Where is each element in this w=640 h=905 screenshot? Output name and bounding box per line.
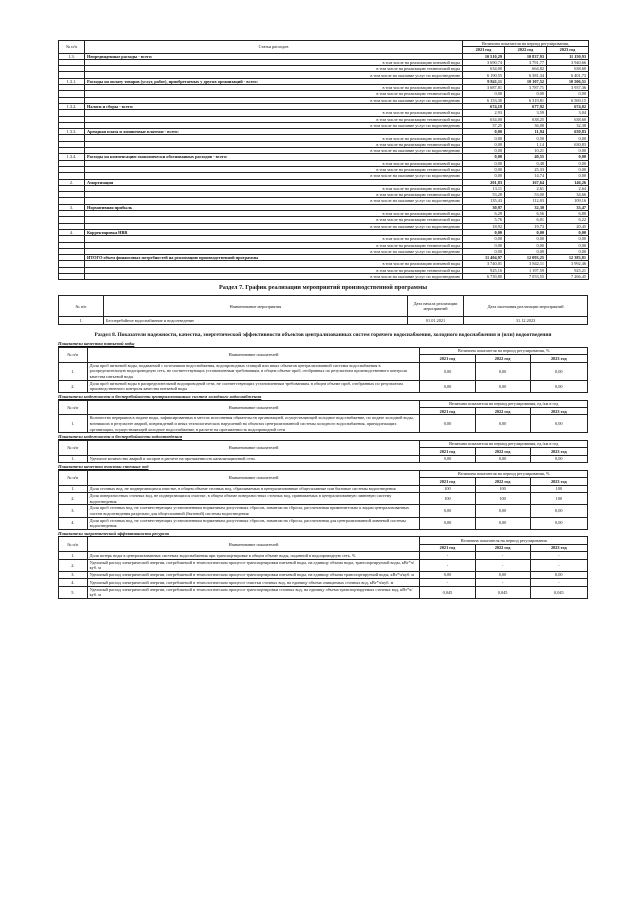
- row-label: Количество перерывов в подаче воды, зафиксированных в местах исполнения обязательств организацией, осуществляющей холодное водоснабжение, по подаче холодной воды, возникших в результате аварий, повреждений и иных технологических нарушений на объектах централизованной системы холодного водоснабжения, принадлежащих организации, осуществляющей холодное водоснабжение, в расчете на протяженность водопроводной сети: [87, 415, 420, 433]
- value-2023: 7 266,45: [547, 273, 589, 279]
- row-label: Корректировка НВВ: [85, 229, 463, 235]
- col-header-name: Наименование показателей: [87, 400, 420, 415]
- block-subtitle: Показатели надежности и бесперебойности водоотведения: [58, 434, 183, 440]
- value-2021: 3 740,01: [463, 261, 505, 267]
- block-subtitle: Показатели качества очистки сточных вод: [58, 464, 149, 470]
- value-2021: 18,92: [463, 223, 505, 229]
- value-2021: 5,76: [463, 217, 505, 223]
- value-2022: 25,33: [505, 166, 547, 172]
- table-row: [59, 571, 588, 578]
- row-number: 4.: [59, 579, 88, 586]
- row-label: в том числе на реализацию технической воды: [85, 141, 463, 147]
- value-2023: 34,66: [547, 192, 589, 198]
- value-2022: 0,50: [505, 135, 547, 141]
- value-2022: 638,25: [505, 116, 547, 122]
- value-2023: 6,22: [547, 217, 589, 223]
- value-2021: -: [420, 579, 475, 586]
- col-header-period: Величина показателя на период регулирования, ед./км в год: [420, 440, 588, 447]
- col-header-name: Наименование показателей: [87, 348, 420, 363]
- col-header-num: № п/п: [59, 440, 88, 455]
- value-2023: 109,16: [547, 198, 589, 204]
- schedule-header-end: Дата окончания реализации мероприятий: [464, 296, 588, 317]
- value-2022: 0,00: [475, 455, 530, 462]
- value-2022: 7 053,55: [505, 273, 547, 279]
- value-2021: 3 690,74: [463, 59, 505, 65]
- row-label: Удельный расход электрической энергии, потребляемой в технологическом процессе транспортировки питьевой воды, на единицу объема транспортируемой воды, кВт*ч/куб. м: [87, 571, 420, 578]
- value-2022: 6 381,34: [505, 72, 547, 78]
- value-2022: 664,82: [505, 66, 547, 72]
- row-label: Доля проб питьевой воды в распределительной водопроводной сети, не соответствующих установленным требованиям, в общем объеме проб, отобранных по результатам производственного контроля качества питьевой воды: [87, 380, 420, 392]
- value-2023: 0,00: [530, 415, 587, 433]
- row-label: в том числе на реализацию технической воды: [85, 267, 463, 273]
- row-label: в том числе на реализацию питьевой воды: [85, 59, 463, 65]
- table-row: [59, 505, 588, 517]
- row-number: 2.: [59, 559, 88, 571]
- col-header-2022: 2022 год: [475, 448, 530, 455]
- row-number: 3.: [59, 204, 85, 210]
- indicators-table: [58, 440, 588, 463]
- value-2023: 0,00: [547, 248, 589, 254]
- value-2022: 10 107,52: [505, 78, 547, 84]
- value-2021: 0,00: [463, 91, 505, 97]
- row-label: ИТОГО объем финансовых потребностей на реализацию производственной программы: [85, 255, 463, 261]
- row-label: в том числе на реализацию технической воды: [85, 242, 463, 248]
- value-2023: 20,45: [547, 223, 589, 229]
- schedule-header-name: Наименование мероприятия: [104, 296, 408, 317]
- value-2023: 10 506,51: [547, 78, 589, 84]
- row-label: Нормативная прибыль: [85, 204, 463, 210]
- value-2023: 0,00: [547, 148, 589, 154]
- table-row: [59, 362, 588, 380]
- value-2022: 19,73: [505, 223, 547, 229]
- value-2022: 14,74: [505, 173, 547, 179]
- row-label: Налоги и сборы - всего:: [85, 103, 463, 109]
- value-2021: 10 510,29: [463, 53, 505, 59]
- value-2023: 0,00: [530, 380, 587, 392]
- row-label: Доля проб сточных вод, не соответствующих установленным нормативам допустимых сбросов, лимитам на сбросы, рассчитанная применительно к видам централизованных систем водоотведения раздельно для общесплавной (бытовой) системы водоотведения: [87, 505, 420, 517]
- value-2023: 0,00: [530, 362, 587, 380]
- value-2021: 6 190,55: [463, 72, 505, 78]
- row-label: Доля сточных вод, не подвергающихся очистке, в общем объеме сточных вод, сбрасываемых в централизованные общесплавные или бытовые системы водоотведения: [87, 485, 420, 492]
- col-header-num: № п/п: [59, 470, 88, 485]
- row-number: 2.: [59, 380, 88, 392]
- value-2023: 3 992,46: [547, 261, 589, 267]
- row-label: в том числе на реализацию технической воды: [85, 116, 463, 122]
- value-2021: 30,97: [463, 204, 505, 210]
- schedule-row-name: Бесперебойное водоснабжение и водоотведение: [104, 317, 408, 325]
- value-2023: 0,00: [547, 91, 589, 97]
- col-header-period: Величина показателя на период регулирования, %: [420, 470, 588, 477]
- value-2022: 0,00: [475, 517, 530, 529]
- col-header-name: Наименование показателей: [87, 440, 420, 455]
- table-row: [59, 559, 588, 571]
- value-2021: 6 153,30: [463, 97, 505, 103]
- value-2021: 0,00: [420, 505, 475, 517]
- table-row: [59, 485, 588, 492]
- value-2021: 13,11: [463, 185, 505, 191]
- row-number: 1.: [59, 485, 88, 492]
- value-2023: 0,00: [547, 229, 589, 235]
- value-2022: 12 093,25: [505, 255, 547, 261]
- row-number: 1.: [59, 415, 88, 433]
- table-row: [59, 493, 588, 505]
- value-2023: 3,04: [547, 110, 589, 116]
- table-row: [59, 552, 588, 559]
- indicators-table: [58, 347, 588, 393]
- row-number: 2.: [59, 179, 85, 185]
- col-header-2023: 2023 год: [530, 544, 587, 551]
- indicators-table: [58, 536, 588, 598]
- value-2021: 0,00: [420, 415, 475, 433]
- value-2022: 53,00: [505, 192, 547, 198]
- value-2021: 0,00: [420, 362, 475, 380]
- col-header-2021: 2021 год: [420, 448, 475, 455]
- value-2021: 925,16: [463, 267, 505, 273]
- value-2022: 1 197,59: [505, 267, 547, 273]
- col-header-2021: 2021 год: [420, 544, 475, 551]
- value-2022: 3 787,71: [505, 85, 547, 91]
- value-2021: -: [420, 552, 475, 559]
- value-2021: 0,00: [463, 236, 505, 242]
- row-label: в том числе на оказание услуг по водоотведению: [85, 248, 463, 254]
- value-2022: 1,14: [505, 141, 547, 147]
- value-2021: 0,00: [463, 248, 505, 254]
- value-2023: 12 383,81: [547, 255, 589, 261]
- value-2021: 0,00: [420, 455, 475, 462]
- value-2022: 0,00: [505, 229, 547, 235]
- row-number: 1.3.: [59, 53, 85, 59]
- row-label: Амортизация: [85, 179, 463, 185]
- value-2022: 100: [475, 485, 530, 492]
- value-2021: 0,00: [463, 148, 505, 154]
- value-2021: 201,83: [463, 179, 505, 185]
- value-2023: 32,38: [547, 122, 589, 128]
- row-label: Доля потерь воды в централизованных системах водоснабжения при транспортировке в общем объеме воды, поданной в водопроводную сеть, %: [87, 552, 420, 559]
- row-label: в том числе на реализацию питьевой воды: [85, 261, 463, 267]
- row-number: 1.3.1.: [59, 78, 85, 84]
- value-2021: 3 687,81: [463, 85, 505, 91]
- value-2023: 11 150,93: [547, 53, 589, 59]
- schedule-header-num: № п/п: [59, 296, 104, 317]
- value-2022: 0,00: [475, 415, 530, 433]
- schedule-row-num: 1.: [59, 317, 104, 325]
- col-header-num: № п/п: [59, 400, 88, 415]
- value-2023: 0,00: [547, 160, 589, 166]
- row-label: в том числе на реализацию питьевой воды: [85, 85, 463, 91]
- value-2023: 6 401,73: [547, 72, 589, 78]
- row-label: в том числе на оказание услуг по водоотведению: [85, 198, 463, 204]
- value-2022: 40,55: [505, 154, 547, 160]
- row-label: в том числе на реализацию питьевой воды: [85, 160, 463, 166]
- value-2023: 2,64: [547, 185, 589, 191]
- row-label: в том числе на оказание услуг по водоотведению: [85, 148, 463, 154]
- row-label: в том числе на оказание услуг по водоотведению: [85, 173, 463, 179]
- col-header-num: № п/п: [59, 537, 88, 552]
- value-2023: 100: [530, 493, 587, 505]
- value-2022: 112,03: [505, 198, 547, 204]
- row-number: 4.: [59, 517, 88, 529]
- value-2023: -: [530, 579, 587, 586]
- value-2022: 0,00: [505, 242, 547, 248]
- block-subtitle: Показатели качества питьевой воды: [58, 341, 135, 347]
- row-label: Доля поверхностных сточных вод, не подвергающихся очистке, в общем объеме поверхностных сточных вод, принимаемых в централизованную ливневую систему водоотведения: [87, 493, 420, 505]
- value-2021: 674,18: [463, 103, 505, 109]
- row-label: Удельный расход электрической энергии, потребляемой в технологическом процессе транспортировки сточных вод, на единицу объема транспортируемых сточных вод, кВт*ч/куб. м: [87, 586, 420, 598]
- row-label: Доля проб сточных вод, не соответствующих установленным нормативам допустимых сбросов, лимитам на сбросы, рассчитанная для централизованной ливневой системы водоотведения: [87, 517, 420, 529]
- value-2022: 6,56: [505, 211, 547, 217]
- value-2023: 33,47: [547, 204, 589, 210]
- value-2021: 100: [420, 485, 475, 492]
- row-number: 1.: [59, 362, 88, 380]
- col-header-num: № п/п: [59, 41, 85, 54]
- value-2023: 0,00: [547, 154, 589, 160]
- value-2021: 2,93: [463, 110, 505, 116]
- row-number: 1.: [59, 552, 88, 559]
- section7-title: Раздел 7. График реализации мероприятий производственной программы: [218, 284, 428, 292]
- value-2021: 634,00: [463, 66, 505, 72]
- value-2023: 925,21: [547, 267, 589, 273]
- value-2021: 0,00: [420, 517, 475, 529]
- schedule-row-end: 31.12.2023: [464, 317, 588, 325]
- value-2021: 0,00: [463, 154, 505, 160]
- row-number: 4.: [59, 229, 85, 235]
- value-2023: -: [530, 559, 587, 571]
- value-2021: 0,00: [463, 166, 505, 172]
- value-2022: 167,64: [505, 179, 547, 185]
- value-2023: 0,00: [547, 242, 589, 248]
- value-2023: 0,00: [547, 236, 589, 242]
- value-2021: 0,00: [463, 135, 505, 141]
- value-2023: 0,00: [530, 505, 587, 517]
- value-2023: 630,83: [547, 141, 589, 147]
- col-header-name: Статья расходов: [85, 41, 463, 54]
- value-2021: 0,00: [420, 380, 475, 392]
- value-2021: 135,43: [463, 198, 505, 204]
- row-label: Расходы на оплату товаров (услуг, работ), приобретаемых у других организаций - всего:: [85, 78, 463, 84]
- value-2023: 0,00: [547, 135, 589, 141]
- col-header-name: Наименование показателей: [87, 470, 420, 485]
- col-header-2023: 2023 год: [530, 355, 587, 362]
- value-2022: -: [475, 559, 530, 571]
- col-header-2022: 2022 год: [475, 408, 530, 415]
- value-2022: 0,00: [475, 505, 530, 517]
- col-header-name: Наименование показателей: [87, 537, 420, 552]
- value-2023: 0,045: [530, 586, 587, 598]
- schedule-header-start: Дата начала реализации мероприятий: [407, 296, 463, 317]
- col-header-2022: 2022 год: [505, 47, 547, 53]
- value-2023: 638,60: [547, 116, 589, 122]
- value-2022: -: [475, 552, 530, 559]
- value-2021: 0,00: [420, 571, 475, 578]
- value-2021: 0,045: [420, 586, 475, 598]
- col-header-num: № п/п: [59, 348, 88, 363]
- col-header-2022: 2022 год: [475, 478, 530, 485]
- value-2021: 0,00: [463, 242, 505, 248]
- row-number: 1.3.4.: [59, 154, 85, 160]
- indicators-table: [58, 470, 588, 530]
- row-label: в том числе на реализацию питьевой воды: [85, 236, 463, 242]
- value-2023: 0,00: [547, 166, 589, 172]
- value-2023: 6 569,15: [547, 97, 589, 103]
- document-page: [58, 40, 588, 599]
- value-2022: 10 837,93: [505, 53, 547, 59]
- row-number: 3.: [59, 571, 88, 578]
- value-2022: 0,48: [505, 160, 547, 166]
- col-header-2023: 2023 год: [530, 448, 587, 455]
- value-2021: 9 841,11: [463, 78, 505, 84]
- value-2023: 0,00: [530, 571, 587, 578]
- value-2021: 6 739,80: [463, 273, 505, 279]
- row-label: в том числе на реализацию технической воды: [85, 91, 463, 97]
- value-2023: 674,02: [547, 103, 589, 109]
- row-label: Удельный расход электрической энергии, потребляемой в технологическом процессе транспортировки питьевой воды, на единицу объема воды, транспортируемой воды, кВт*ч/куб. м: [87, 559, 420, 571]
- table-row: [59, 517, 588, 529]
- value-2022: 0,00: [505, 236, 547, 242]
- col-header-2023: 2023 год: [530, 408, 587, 415]
- value-2021: 0,00: [463, 160, 505, 166]
- value-2022: 100: [475, 493, 530, 505]
- col-header-2021: 2021 год: [420, 408, 475, 415]
- value-2021: 37,25: [463, 122, 505, 128]
- value-2022: 6,01: [505, 217, 547, 223]
- col-header-2021: 2021 год: [420, 478, 475, 485]
- row-label: Удельный расход электрической энергии, потребляемой в технологическом процессе очистки сточных вод, на единицу объема очищаемых сточных вод, кВт*ч/куб. м: [87, 579, 420, 586]
- col-header-2022: 2022 год: [475, 355, 530, 362]
- value-2022: 36,08: [505, 122, 547, 128]
- value-2022: 0,045: [475, 586, 530, 598]
- table-row: [59, 586, 588, 598]
- row-label: Арендная плата и лизинговые платежи - всего:: [85, 129, 463, 135]
- value-2023: -: [530, 552, 587, 559]
- row-label: в том числе на реализацию питьевой воды: [85, 135, 463, 141]
- value-2022: 0,00: [475, 362, 530, 380]
- expenses-table: [58, 40, 589, 280]
- col-header-2021: 2021 год: [420, 355, 475, 362]
- value-2021: -: [420, 559, 475, 571]
- value-2023: 3 940,66: [547, 59, 589, 65]
- value-2022: 0,00: [475, 380, 530, 392]
- value-2021: 11 404,97: [463, 255, 505, 261]
- col-header-2021: 2021 год: [463, 47, 505, 53]
- value-2022: 10,21: [505, 148, 547, 154]
- value-2022: 3,59: [505, 110, 547, 116]
- value-2022: 32,30: [505, 204, 547, 210]
- row-label: в том числе на реализацию технической воды: [85, 217, 463, 223]
- value-2023: 6,80: [547, 211, 589, 217]
- value-2023: 100: [530, 485, 587, 492]
- value-2022: 2,61: [505, 185, 547, 191]
- row-label: в том числе на реализацию питьевой воды: [85, 211, 463, 217]
- value-2023: 146,26: [547, 179, 589, 185]
- value-2022: 0,00: [505, 248, 547, 254]
- row-number: 1.3.3.: [59, 129, 85, 135]
- col-header-2022: 2022 год: [475, 544, 530, 551]
- row-label: в том числе на реализацию технической воды: [85, 192, 463, 198]
- table-row: [59, 579, 588, 586]
- value-2021: 100: [420, 493, 475, 505]
- row-label: в том числе на реализацию питьевой воды: [85, 185, 463, 191]
- value-2021: 0,00: [463, 141, 505, 147]
- table-row: [59, 455, 588, 462]
- value-2022: -: [475, 579, 530, 586]
- row-label: в том числе на оказание услуг по водоотведению: [85, 223, 463, 229]
- block-subtitle: Показатели надежности и бесперебойности централизованных систем холодного водоснабжения: [58, 393, 262, 399]
- table-row: [59, 273, 589, 279]
- value-2023: 3 937,36: [547, 85, 589, 91]
- col-header-values: Величина показателя на период регулирования,: [463, 41, 589, 47]
- col-header-period: Величина показателя на период регулирования: [420, 537, 588, 544]
- schedule-table: [58, 295, 588, 325]
- value-2021: 6,29: [463, 211, 505, 217]
- value-2021: 0,00: [463, 229, 505, 235]
- col-header-2023: 2023 год: [547, 47, 589, 53]
- value-2022: 11,94: [505, 129, 547, 135]
- value-2023: 630,83: [547, 129, 589, 135]
- schedule-row-start: 01.01.2021: [407, 317, 463, 325]
- value-2022: 3 842,11: [505, 261, 547, 267]
- value-2023: 0,00: [547, 173, 589, 179]
- section8-blocks: [58, 341, 588, 599]
- row-label: в том числе на оказание услуг по водоотведению: [85, 273, 463, 279]
- row-number: 5.: [59, 586, 88, 598]
- value-2023: 0,00: [530, 455, 587, 462]
- row-label: в том числе на реализацию технической воды: [85, 66, 463, 72]
- row-number: 3.: [59, 505, 88, 517]
- value-2021: 53,28: [463, 192, 505, 198]
- value-2022: 6 319,81: [505, 97, 547, 103]
- row-number: 2.: [59, 493, 88, 505]
- value-2023: 638,60: [547, 66, 589, 72]
- row-label: в том числе на реализацию питьевой воды: [85, 110, 463, 116]
- value-2022: 0,00: [505, 91, 547, 97]
- value-2023: 0,00: [530, 517, 587, 529]
- col-header-2023: 2023 год: [530, 478, 587, 485]
- value-2022: 3 791,77: [505, 59, 547, 65]
- table-row: [59, 380, 588, 392]
- row-label: Непредвиденные расходы - всего:: [85, 53, 463, 59]
- row-number: [59, 273, 85, 279]
- row-label: в том числе на оказание услуг по водоотведению: [85, 72, 463, 78]
- row-label: в том числе на реализацию технической воды: [85, 166, 463, 172]
- value-2022: 0,00: [475, 571, 530, 578]
- col-header-period: Величина показателя на период регулирования, %: [420, 348, 588, 355]
- section8-title: Раздел 8. Показатели надежности, качества, энергетической эффективности объектов централизованных систем горячего водоснабжения, холодного водоснабжения и (или) водоотведения: [94, 332, 552, 339]
- value-2021: 0,00: [463, 173, 505, 179]
- table-row: [59, 415, 588, 433]
- row-label: Доля проб питьевой воды, подаваемой с источников водоснабжения, водопроводных станций или иных объектов централизованной системы водоснабжения в распределительную водопроводную сеть, не соответствующих установленным требованиям, в общем объеме проб, отобранных по результатам производственного контроля качества питьевой воды: [87, 362, 420, 380]
- value-2022: 677,92: [505, 103, 547, 109]
- row-number: 1.: [59, 455, 88, 462]
- row-label: в том числе на оказание услуг по водоотведению: [85, 97, 463, 103]
- block-subtitle: Показатели энергетической эффективности ресурсов: [58, 530, 170, 536]
- row-label: в том числе на оказание услуг по водоотведению: [85, 122, 463, 128]
- row-number: 1.3.2.: [59, 103, 85, 109]
- col-header-period: Величина показателя на период регулирования, ед./км в год: [420, 400, 588, 407]
- row-label: Удельное количество аварий и засоров в расчете на протяженность канализационной сети.: [87, 455, 420, 462]
- row-label: Расходы на компенсацию экономически обоснованных расходов - всего:: [85, 154, 463, 160]
- value-2021: 634,00: [463, 116, 505, 122]
- value-2021: 0,00: [463, 129, 505, 135]
- indicators-table: [58, 400, 588, 434]
